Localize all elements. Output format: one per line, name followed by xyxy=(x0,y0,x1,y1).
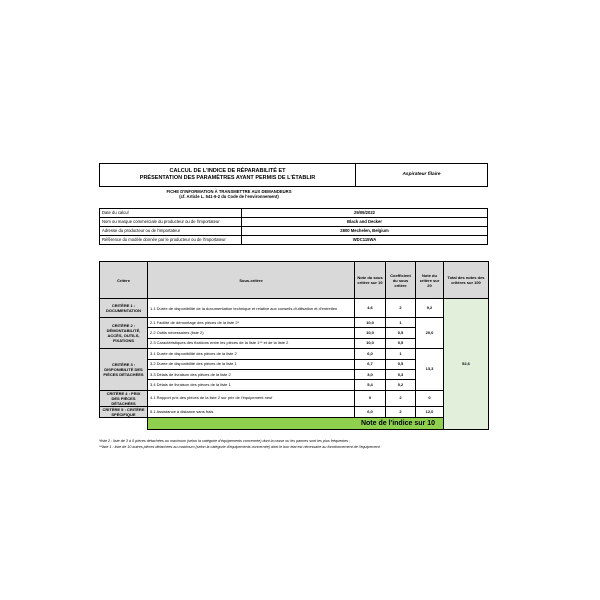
col-header-note-sous-critere: Note du sous critère sur 10 xyxy=(355,262,386,299)
sub-criterion-coef: 2 xyxy=(386,390,416,406)
criterion-note: 13,3 xyxy=(416,349,444,391)
final-score-row xyxy=(100,417,489,429)
info-row-brand xyxy=(100,218,488,227)
sub-criterion-note: 10,0 xyxy=(355,338,386,348)
product-type: Aspirateur filaire xyxy=(356,164,488,187)
sub-criterion-label: 2.3 Caractéristiques des fixations entre les pièces de la liste 1** et de la liste 2 xyxy=(148,338,355,348)
info-label: Adresse du producteur ou de l'importateur xyxy=(100,227,242,236)
criterion-name: CRITÈRE 1 : DOCUMENTATION xyxy=(100,299,148,318)
criterion-name: CRITÈRE 2 : DÉMONTABILITÉ, ACCÈS, OUTILS, FIXATIONS xyxy=(100,318,148,349)
sub-criterion-coef: 1 xyxy=(386,318,416,328)
sub-criterion-label: 2.2 Outils nécessaires (liste 2) xyxy=(148,328,355,338)
col-header-sous-critere: Sous-critère xyxy=(148,262,355,299)
document-title: CALCUL DE L'INDICE DE RÉPARABILITÉ ET PRÉSENTATION DES PARAMÈTRES AYANT PERMIS DE L'ÉTABLIR xyxy=(100,164,356,187)
score-table xyxy=(99,261,489,430)
col-header-coefficient: Coefficient du sous critère xyxy=(386,262,416,299)
sub-criterion-label: 3.4 Délais de livraison des pièces de la liste 1 xyxy=(148,380,355,390)
criterion-note: 9,2 xyxy=(416,299,444,318)
info-row-model xyxy=(100,236,488,245)
sub-criterion-label: 4.1 Rapport prix des pièces de la liste 2 sur prix de l'équipement neuf xyxy=(148,390,355,406)
sub-criterion-note: 5,4 xyxy=(355,380,386,390)
sub-criterion-coef: 1 xyxy=(386,349,416,359)
sub-criterion-label: 1.1 Durée de disponibilité de la documentation technique et relative aux conseils d'utilisation et d'entretien xyxy=(148,299,355,318)
sub-criterion-coef: 0,2 xyxy=(386,380,416,390)
sub-criterion-coef: 0,5 xyxy=(386,338,416,348)
footnote-list-1: **liste 1 : liste de 10 autres pièces détachées au maximum (selon la catégorie d'équipements concernée) dont le bon état est nécessaire au fonctionnement de l'équipement. xyxy=(99,445,381,449)
sub-criterion-coef: 0,3 xyxy=(386,369,416,379)
sub-criterion-coef: 2 xyxy=(386,406,416,417)
table-row xyxy=(100,299,489,318)
footnote-list-2: *liste 2 : liste de 3 à 5 pièces détachées au maximum (selon la catégorie d'équipements concernée) dont la casse ou les pannes sont les plus fréquentes ; xyxy=(99,439,351,443)
criterion-name: CRITÈRE 4 : PRIX DES PIÈCES DÉTACHÉES xyxy=(100,390,148,406)
sub-criterion-note: 10,0 xyxy=(355,318,386,328)
info-row-address xyxy=(100,227,488,236)
info-value: WDC115WA xyxy=(242,236,488,245)
sub-criterion-note: 4,6 xyxy=(355,299,386,318)
criterion-name: CRITÈRE 3 : DISPONIBILITÉ DES PIÈCES DÉTACHÉES xyxy=(100,349,148,391)
total-score: 52,6 xyxy=(444,299,489,430)
info-value: 29/09/2022 xyxy=(242,209,488,218)
info-row-date xyxy=(100,209,488,218)
sub-criterion-coef: 0,5 xyxy=(386,328,416,338)
sub-criterion-label: 5.1 Assistance à distance sans frais xyxy=(148,406,355,417)
info-label: Date du calcul xyxy=(100,209,242,218)
info-value: 2800 Mechelen, Belgium xyxy=(242,227,488,236)
info-label: Référence du modèle donnée par le producteur ou de l'importateur xyxy=(100,236,242,245)
table-row xyxy=(100,349,489,359)
sub-criterion-note: 3,0 xyxy=(355,369,386,379)
sub-criterion-note: 6,0 xyxy=(355,349,386,359)
info-label: Nom ou marque commerciale du producteur ou de l'importateur xyxy=(100,218,242,227)
table-row xyxy=(100,406,489,417)
sub-criterion-coef: 2 xyxy=(386,299,416,318)
sub-criterion-label: 3.1 Durée de disponibilité des pièces de la liste 2 xyxy=(148,349,355,359)
fiche-subtitle: FICHE D'INFORMATION À TRANSMETTRE AUX DEMANDEURS (cf. Article L. 541-9-2 du Code de l'environnement) xyxy=(166,189,292,199)
criterion-note: 0 xyxy=(416,390,444,406)
sub-criterion-label: 2.1 Facilité de démontage des pièces de la liste 2* xyxy=(148,318,355,328)
criterion-note: 12,0 xyxy=(416,406,444,417)
info-table xyxy=(99,208,488,245)
table-row xyxy=(100,390,489,406)
criterion-name: CRITÈRE 5 : CRITÈRE SPÉCIFIQUE xyxy=(100,406,148,417)
sub-criterion-note: 6,0 xyxy=(355,406,386,417)
table-row xyxy=(100,318,489,328)
final-score-label: Note de l'indice sur 10 xyxy=(148,417,444,429)
sub-criterion-note: 0 xyxy=(355,390,386,406)
empty-cell xyxy=(100,417,148,429)
title-block xyxy=(99,163,488,187)
sub-criterion-label: 3.2 Durée de disponibilité des pièces de la liste 1 xyxy=(148,359,355,369)
col-header-total: Total des notes des critères sur 100 xyxy=(444,262,489,299)
sub-criterion-note: 6,7 xyxy=(355,359,386,369)
sub-criterion-note: 10,0 xyxy=(355,328,386,338)
col-header-critere: Critère xyxy=(100,262,148,299)
criterion-note: 20,0 xyxy=(416,318,444,349)
sub-criterion-coef: 0,5 xyxy=(386,359,416,369)
sub-criterion-label: 3.3 Délais de livraison des pièces de la liste 2 xyxy=(148,369,355,379)
col-header-note-critere: Note du critère sur 20 xyxy=(416,262,444,299)
header-row xyxy=(100,262,489,299)
info-value: Black and Decker xyxy=(242,218,488,227)
